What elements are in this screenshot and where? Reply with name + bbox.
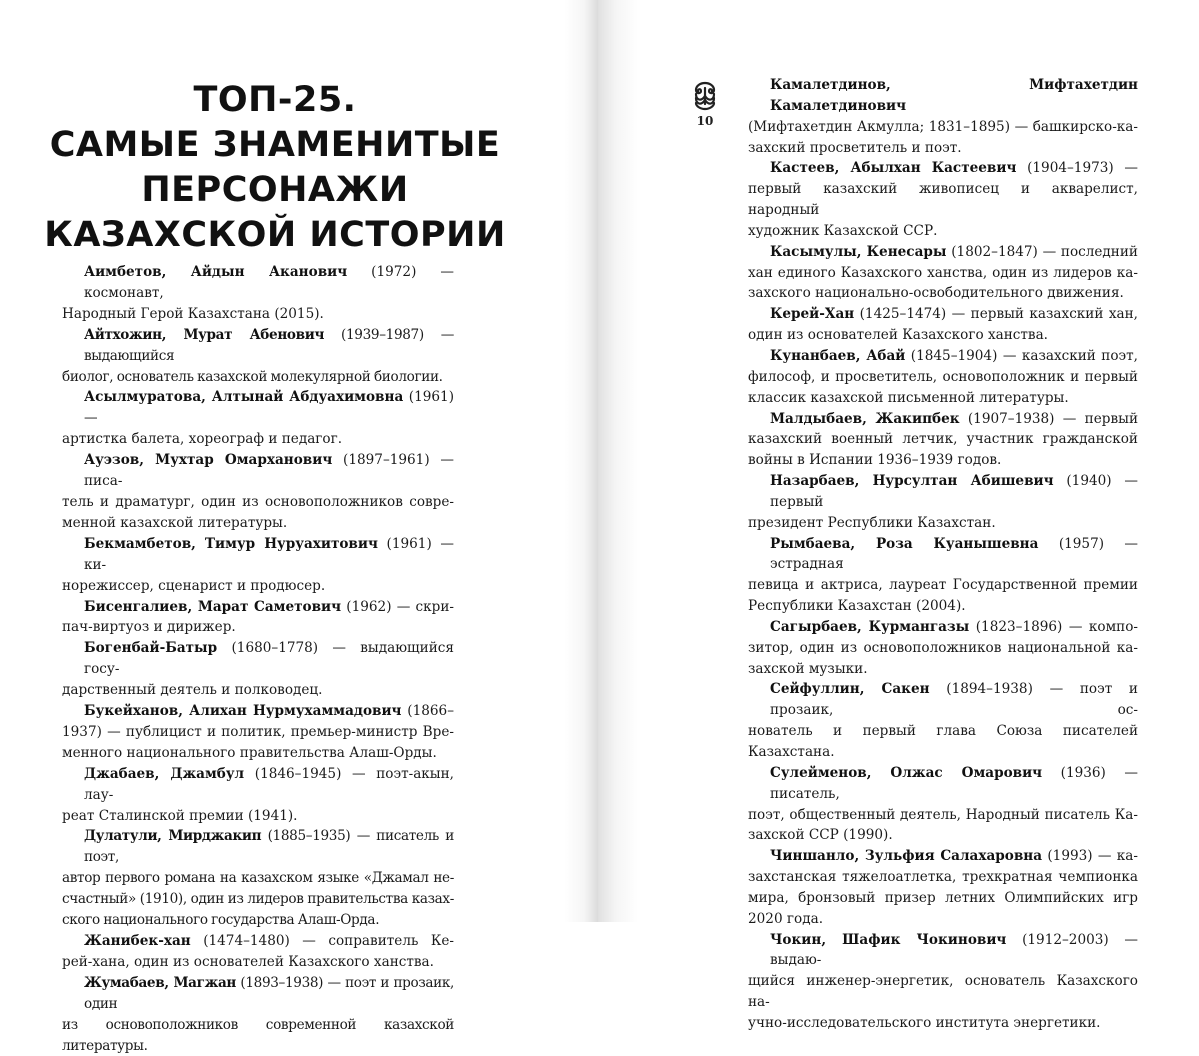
title-line: КАЗАХСКОЙ ИСТОРИИ: [44, 215, 506, 255]
entry: [62, 534, 454, 597]
entry-line: автор первого романа на казахском языке «Джамал не-: [62, 870, 454, 887]
entry: [748, 617, 1138, 680]
entry-line: биолог, основатель казахской молекулярной биологии.: [62, 368, 443, 385]
page-title: [40, 78, 510, 258]
entry-first-line: [748, 75, 1138, 117]
entry-text: (1845–1904) — казахский поэт,: [905, 347, 1138, 364]
right-entries: [748, 75, 1138, 1034]
entry-line: зитор, один из основоположников национальной ка-: [748, 639, 1138, 656]
knot-ornament-icon: [692, 80, 718, 112]
entry-first-line: [748, 763, 1138, 805]
entry-line: (Мифтахетдин Акмулла; 1831–1895) — башкирско-ка-: [748, 118, 1138, 135]
entry: [62, 973, 454, 1056]
entry-line: Народный Герой Казахстана (2015).: [62, 305, 324, 322]
entry-name: Керей-Хан: [770, 306, 855, 323]
entry-line: менной казахской литературы.: [62, 514, 288, 531]
entry: [62, 826, 454, 931]
entry-name: Чокин, Шафик Чокинович: [770, 931, 1007, 948]
entry-name: Сейфуллин, Сакен: [770, 681, 930, 698]
entry-line: захский просветитель и поэт.: [748, 139, 962, 156]
gutter-shadow: [598, 0, 638, 922]
entry-first-line: [748, 846, 1138, 867]
entry-first-line: [62, 701, 454, 722]
entry-name: Асылмуратова, Алтынай Абдуахимовна: [84, 389, 404, 406]
entry-first-line: [748, 617, 1138, 638]
entry-line: норежиссер, сценарист и продюсер.: [62, 577, 326, 594]
entry: [748, 679, 1138, 762]
entry: [62, 764, 454, 827]
entry-line: 1937) — публицист и политик, премьер-министр Вре-: [62, 723, 454, 740]
entry-name: Бисенгалиев, Марат Саметович: [84, 598, 342, 615]
entry-text: (1962) — скри-: [341, 598, 454, 615]
entry-text: (1904–1973) —: [1016, 160, 1138, 177]
entry-line: певица и актриса, лауреат Государственной премии: [748, 577, 1138, 594]
entry-text: (1993) — ка-: [1042, 848, 1138, 865]
entry-text: (1897–1961) — писа-: [84, 452, 454, 490]
entry: [62, 450, 454, 534]
right-page: [598, 0, 1199, 1031]
entry: [62, 701, 454, 764]
entry-first-line: [62, 534, 454, 576]
entry-first-line: [62, 262, 454, 304]
entry: [748, 304, 1138, 346]
entry-first-line: [748, 471, 1138, 513]
entry: [62, 325, 454, 388]
entry-name: Бекмамбетов, Тимур Нуруахитович: [84, 535, 378, 552]
title-line: САМЫЕ ЗНАМЕНИТЫЕ: [49, 125, 501, 165]
entry-text: (1912–2003) — выдаю-: [770, 931, 1138, 969]
entry-text: (1823–1896) — компо-: [969, 618, 1138, 635]
entry-line: казахский военный летчик, участник гражданской: [748, 431, 1138, 448]
entry-first-line: [748, 346, 1138, 367]
entry-text: (1972) — космонавт,: [84, 264, 454, 301]
entry-name: Жанибек-хан: [84, 933, 191, 949]
entry-line: захского национально-освободительного движения.: [748, 285, 1124, 302]
entry-line: пач-виртуоз и дирижер.: [62, 619, 236, 636]
entry-line: Республики Казахстан (2004).: [748, 598, 966, 615]
entry-first-line: [748, 242, 1138, 263]
entry-name: Джабаев, Джамбул: [84, 765, 245, 782]
entry-name: Камалетдинов, Мифтахетдин Камалетдинович: [770, 77, 1138, 114]
entry: [748, 846, 1138, 929]
entry-name: Рымбаева, Роза Куанышевна: [770, 535, 1039, 552]
entry-line: учно-исследовательского института энергетики.: [748, 1014, 1101, 1031]
entry-line: из основоположников современной казахской литературы.: [62, 1016, 454, 1054]
entry-name: Айтхожин, Мурат Абенович: [84, 326, 325, 343]
left-page: [0, 0, 598, 1054]
entry-name: Дулатули, Мирджакип: [84, 828, 262, 845]
entry: [62, 387, 454, 450]
entry: [748, 242, 1138, 305]
entry-text: (1957) — эстрадная: [770, 535, 1138, 573]
entry-line: ского национального государства Алаш-Орда.: [62, 912, 380, 929]
page-number: 10: [696, 114, 714, 128]
entry-line: захстанская тяжелоатлетка, трехкратная чемпионка: [748, 869, 1138, 886]
entry-first-line: [748, 304, 1138, 325]
entry-first-line: [62, 973, 454, 1015]
entry-text: (1961) — ки-: [84, 535, 454, 573]
entry-first-line: [62, 387, 454, 429]
entry-line: поэт, общественный деятель, Народный писатель Ка-: [748, 806, 1138, 823]
entry-line: артистка балета, хореограф и педагог.: [62, 431, 343, 448]
entry-line: реат Сталинской премии (1941).: [62, 807, 298, 824]
entry-first-line: [62, 931, 454, 952]
gutter-shadow: [564, 0, 598, 922]
entry-line: художник Казахской ССР.: [748, 222, 938, 239]
entry: [748, 75, 1138, 158]
entry-first-line: [62, 826, 454, 868]
entry: [62, 262, 454, 325]
entry: [62, 597, 454, 639]
entry-text: (1907–1938) — первый: [959, 410, 1138, 427]
entry-name: Букейханов, Алихан Нурмухаммадович: [84, 703, 402, 720]
entry-text: (1866–: [401, 703, 454, 720]
entry-line: захской ССР (1990).: [748, 827, 893, 844]
entry-text: (1802–1847) — последний: [946, 243, 1138, 260]
entry-line: хан единого Казахского ханства, один из лидеров ка-: [748, 264, 1138, 281]
entry: [748, 346, 1138, 409]
entry-text: (1885–1935) — писатель и поэт,: [84, 828, 454, 866]
entry-line: менного национального правительства Алаш-Орды.: [62, 744, 437, 761]
entry-name: Кунанбаев, Абай: [770, 347, 906, 364]
entry-first-line: [748, 679, 1138, 721]
entry-name: Богенбай-Батыр: [84, 640, 218, 657]
entry-line: мира, бронзовый призер летних Олимпийских игр: [748, 889, 1138, 906]
entry: [748, 158, 1138, 241]
entry: [748, 409, 1138, 472]
entry-text: (1846–1945) — поэт-акын, лау-: [84, 765, 454, 803]
entry: [62, 638, 454, 701]
entry: [748, 763, 1138, 846]
entry-text: (1961) —: [84, 389, 454, 427]
entry-name: Сулейменов, Олжас Омарович: [770, 764, 1043, 781]
entry-first-line: [62, 597, 454, 618]
entry-line: захской музыки.: [748, 660, 868, 677]
entry-name: Сагырбаев, Курмангазы: [770, 618, 970, 635]
entry-line: войны в Испании 1936–1939 годов.: [748, 452, 1002, 469]
entry-first-line: [62, 764, 454, 806]
entry-line: счастный» (1910), один из лидеров правительства казах-: [62, 891, 454, 908]
entry-line: рей-хана, один из основателей Казахского ханства.: [62, 953, 434, 970]
entry: [748, 930, 1138, 1034]
entry-first-line: [748, 930, 1138, 972]
entry-line: один из основателей Казахского ханства.: [748, 327, 1048, 344]
entry-line: щийся инженер-энергетик, основатель Казахского на-: [748, 973, 1138, 1011]
entry-line: 2020 года.: [748, 910, 824, 927]
entry: [62, 931, 454, 973]
entry-line: дарственный деятель и полководец.: [62, 682, 323, 699]
entry-line: первый казахский живописец и акварелист, народный: [748, 181, 1138, 219]
entry-first-line: [748, 409, 1138, 430]
entry-text: (1936) — писатель,: [770, 764, 1138, 802]
entry-line: президент Республики Казахстан.: [748, 514, 996, 531]
entry-first-line: [748, 158, 1138, 179]
entry-first-line: [62, 450, 454, 492]
entry-text: (1940) — первый: [770, 473, 1138, 510]
entry-text: (1474–1480) — соправитель Ке-: [190, 933, 454, 949]
entry-text: (1425–1474) — первый казахский хан,: [854, 306, 1138, 323]
entry-name: Жумабаев, Магжан: [84, 974, 237, 991]
entry-line: классик казахской письменной литературы.: [748, 389, 1069, 406]
title-line: ПЕРСОНАЖИ: [141, 170, 409, 210]
entry-text: (1893–1938) — поэт и прозаик, один: [84, 974, 454, 1012]
entry-name: Ауэзов, Мухтар Омарханович: [84, 452, 333, 469]
title-line: ТОП-25.: [193, 80, 357, 120]
entry-name: Аимбетов, Айдын Аканович: [84, 264, 348, 280]
entry-line: философ, и просветитель, основоположник и первый: [748, 368, 1138, 385]
left-entries: [62, 262, 454, 1056]
entry-text: (1680–1778) — выдающийся госу-: [84, 640, 454, 678]
entry-text: (1939–1987) — выдающийся: [84, 326, 455, 364]
entry-name: Чиншанло, Зульфия Салахаровна: [770, 848, 1043, 865]
entry-first-line: [62, 638, 454, 680]
entry-line: нователь и первый глава Союза писателей Казахстана.: [748, 723, 1138, 760]
entry: [748, 471, 1138, 534]
entry-name: Назарбаев, Нурсултан Абишевич: [770, 473, 1054, 490]
entry-first-line: [748, 534, 1138, 576]
entry-line: тель и драматург, один из основоположников совре-: [62, 493, 454, 510]
entry-first-line: [62, 325, 454, 367]
entry-name: Кастеев, Абылхан Кастеевич: [770, 160, 1017, 177]
entry-text: (1894–1938) — поэт и прозаик, ос-: [770, 681, 1138, 719]
entry-name: Касымулы, Кенесары: [770, 243, 947, 260]
entry-name: Малдыбаев, Жакипбек: [770, 410, 960, 427]
entry: [748, 534, 1138, 617]
